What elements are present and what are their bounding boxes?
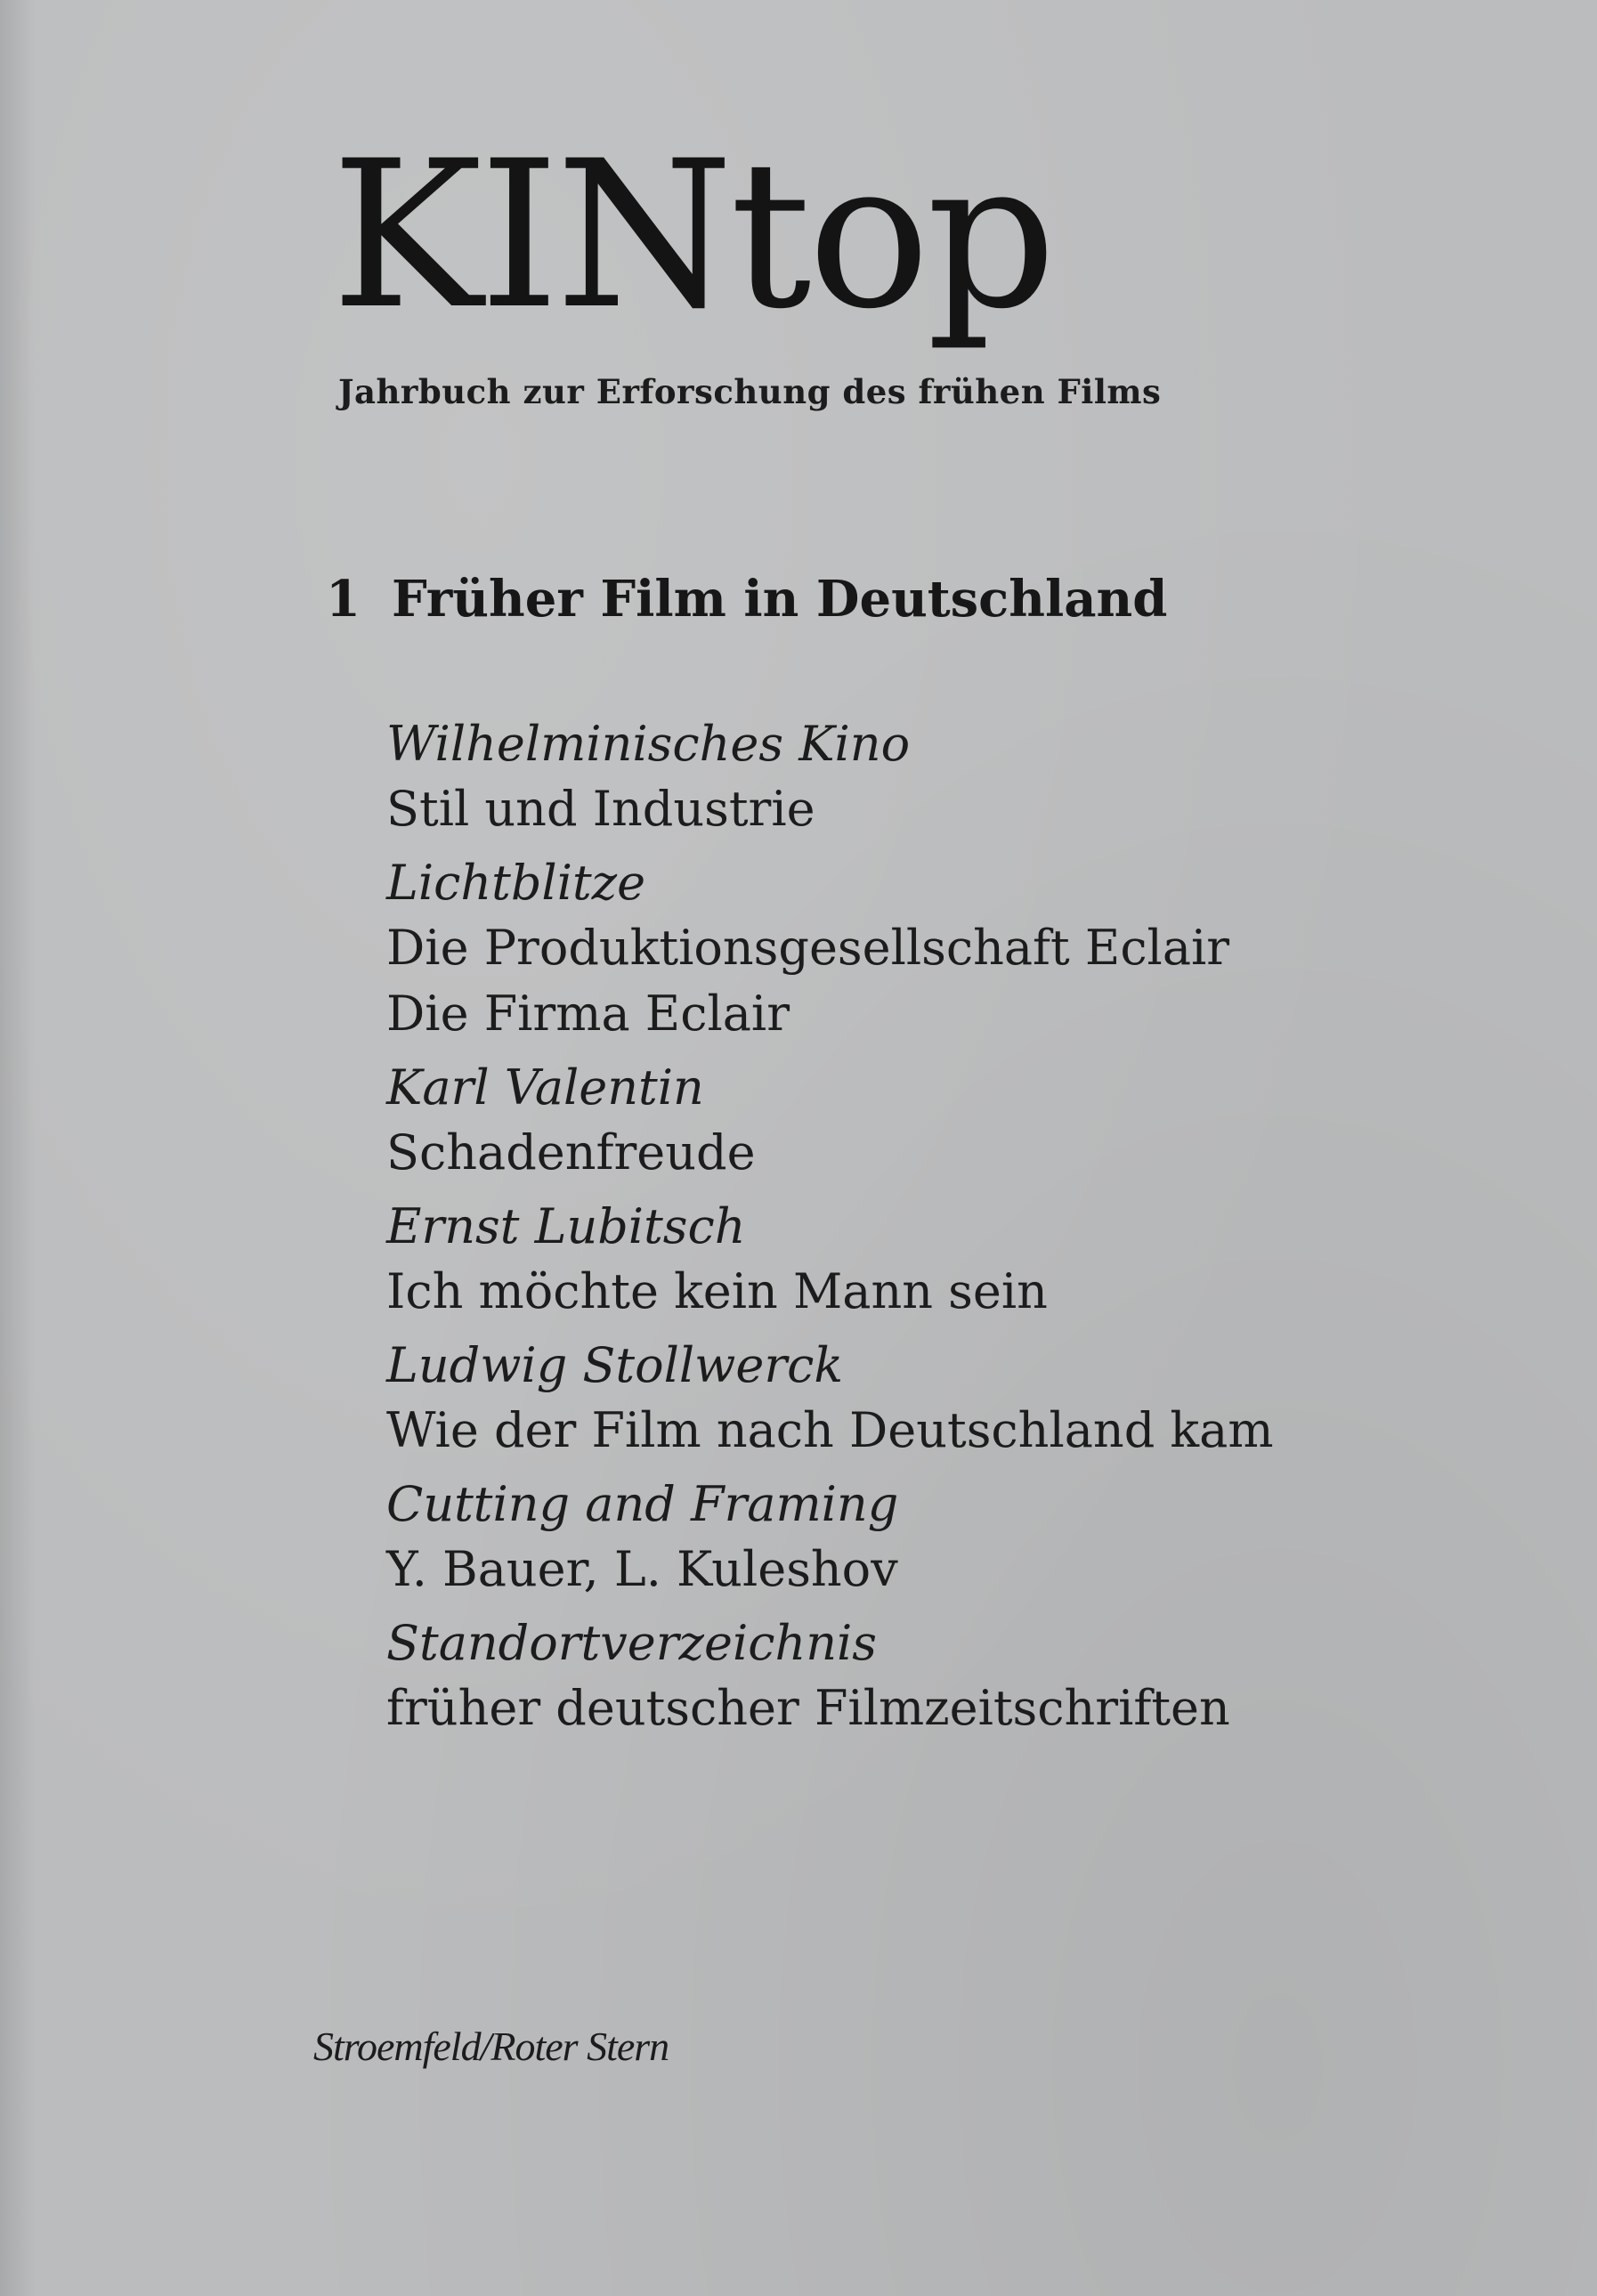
entry-line: früher deutscher Filmzeitschriften (386, 1680, 1230, 1736)
entry-line: Stil und Industrie (386, 781, 815, 837)
entry-title: Standortverzeichnis (386, 1615, 877, 1671)
contents-list (386, 712, 1499, 1750)
entry-line: Schadenfreude (386, 1124, 756, 1180)
entry-title: Karl Valentin (386, 1059, 704, 1116)
entry-line: Wie der Film nach Deutschland kam (386, 1402, 1274, 1458)
entry-title: Ernst Lubitsch (386, 1198, 746, 1254)
journal-subtitle: Jahrbuch zur Erforschung des frühen Films (338, 372, 1162, 411)
entry-line: Die Produktionsgesellschaft Eclair (386, 920, 1230, 976)
entry-title: Lichtblitze (386, 855, 646, 911)
entry-title: Wilhelminisches Kino (386, 716, 911, 772)
journal-logo: KINtop (331, 117, 1053, 353)
contents-entry (386, 1473, 1499, 1602)
contents-entry (386, 1611, 1499, 1741)
publisher-imprint: Stroemfeld/Roter Stern (313, 2024, 669, 2069)
entry-line: Die Firma Eclair (386, 986, 790, 1042)
entry-line: Y. Bauer, L. Kuleshov (386, 1541, 898, 1597)
contents-entry (386, 712, 1499, 842)
volume-number: 1 (326, 570, 361, 629)
page-edge-shadow (0, 0, 36, 2296)
entry-title: Cutting and Framing (386, 1476, 899, 1532)
volume-heading (326, 570, 1167, 629)
entry-title: Ludwig Stollwerck (386, 1337, 844, 1393)
contents-entry (386, 1334, 1499, 1464)
contents-entry (386, 851, 1499, 1047)
entry-line: Ich möchte kein Mann sein (386, 1263, 1048, 1319)
contents-entry (386, 1056, 1499, 1186)
contents-entry (386, 1195, 1499, 1325)
volume-title: Früher Film in Deutschland (392, 570, 1168, 629)
